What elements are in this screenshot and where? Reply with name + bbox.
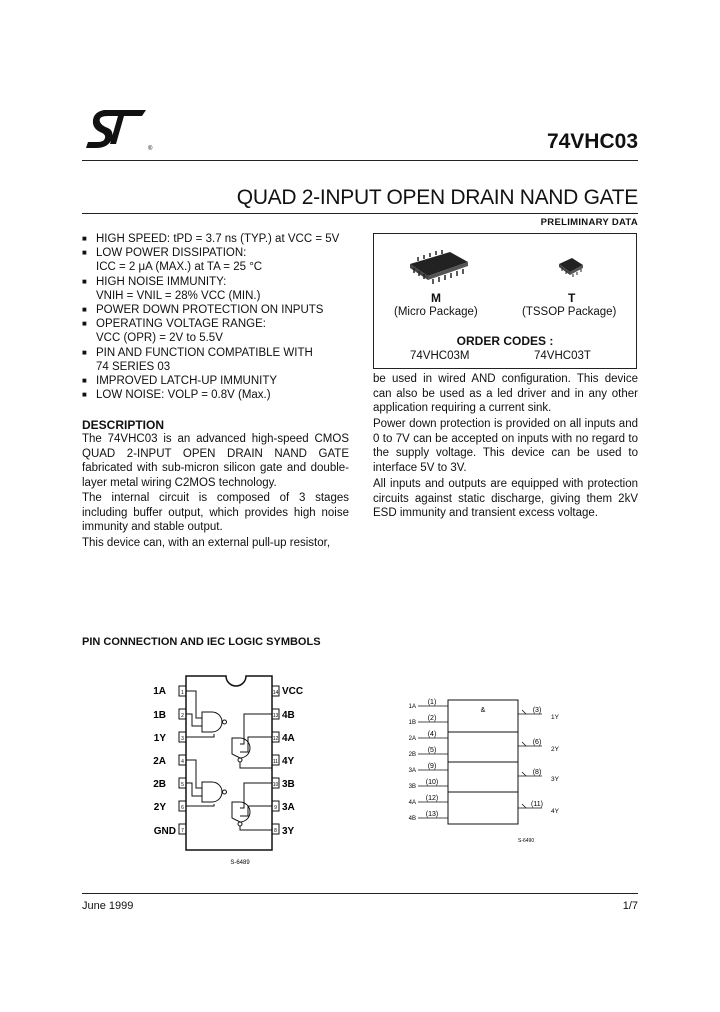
footer-date: June 1999 [82,900,134,912]
st-logo [84,108,154,152]
svg-text:9: 9 [274,805,277,811]
iec-caption: S-6490 [518,838,535,844]
feature-item: ■ HIGH NOISE IMMUNITY: VNIH = VNIL = 28% VCC (MIN.) [82,275,261,302]
svg-text:14: 14 [272,690,279,696]
svg-text:13: 13 [272,713,279,719]
and-symbol: & [480,707,486,714]
description-paragraph-6: All inputs and outputs are equipped with protection circuits against static discharge, giving them 2kV ESD immunity and transient excess voltage. [373,478,638,519]
feature-item: ■ POWER DOWN PROTECTION ON INPUTS [82,304,324,317]
svg-text:6: 6 [181,805,184,811]
preliminary-label: PRELIMINARY DATA [540,217,638,228]
document-title: QUAD 2-INPUT OPEN DRAIN NAND GATE [236,186,638,209]
left-pin-labels [153,686,176,837]
svg-text:5: 5 [181,782,184,788]
svg-text:11: 11 [272,759,279,765]
svg-text:3A: 3A [408,768,416,774]
header-rule [82,160,638,161]
micro-package-name: (Micro Package) [394,306,478,318]
description-paragraph-3: This device can, with an external pull-up resistor, [82,537,331,549]
svg-text:(8): (8) [532,769,542,776]
package-box [373,233,637,369]
feature-item: ■ PIN AND FUNCTION COMPATIBLE WITH 74 SERIES 03 [82,346,313,373]
svg-text:(11): (11) [531,801,543,808]
svg-text:(1): (1) [427,699,437,706]
description-heading: DESCRIPTION [82,418,165,432]
pin-label-vcc: VCC [282,686,304,697]
description-paragraph-1: The 74VHC03 is an advanced high-speed CMOS QUAD 2-INPUT OPEN DRAIN NAND GATE fabricated with sub-micron silicon gate and double-layer metal wiring C2MOS technology. [82,433,349,489]
tssop-package-letter: T [568,291,576,305]
svg-text:4Y: 4Y [551,808,559,815]
feature-item: ■ OPERATING VOLTAGE RANGE: VCC (OPR) = 2V to 5.5V [82,318,266,345]
nand-gates [186,691,272,830]
part-number: 74VHC03 [546,130,638,153]
description-paragraph-2: The internal circuit is composed of 3 stages including buffer output, which provides high noise immunity and stable output. [82,492,349,533]
feature-item: ■ HIGH SPEED: tPD = 3.7 ns (TYP.) at VCC = 5V [82,233,340,245]
tssop-package-icon [556,254,586,280]
dip-caption: S-6489 [230,860,250,866]
svg-text:1Y: 1Y [551,714,559,721]
svg-text:2B: 2B [408,752,416,758]
pin-label-3b: 3B [282,779,295,790]
svg-text:4B: 4B [408,816,416,822]
footer-rule [82,893,638,894]
pin-label-1a: 1A [153,686,166,697]
svg-text:1B: 1B [408,720,416,726]
svg-text:8: 8 [274,828,277,834]
description-paragraph-4: be used in wired AND configuration. This device can also be used as a led driver and in any other application requiring a current sink. [373,373,638,414]
order-code-t: 74VHC03T [534,350,591,362]
iec-logic-symbol [400,690,580,850]
svg-text:(2): (2) [427,715,437,722]
svg-text:(13): (13) [425,811,439,818]
dip-pin-diagram [148,668,318,868]
micro-package-letter: M [431,291,441,305]
pin-label-1y: 1Y [153,733,166,744]
svg-text:(6): (6) [532,739,542,746]
pin-label-2a: 2A [153,756,166,767]
feature-item: ■ LOW POWER DISSIPATION: ICC = 2 μA (MAX.) at TA = 25 °C [82,247,263,274]
pin-label-1b: 1B [153,710,166,721]
svg-text:2Y: 2Y [551,746,559,753]
svg-text:3Y: 3Y [551,776,559,783]
feature-item: ■ IMPROVED LATCH-UP IMMUNITY [82,375,278,388]
svg-text:(10): (10) [425,779,439,786]
feature-item: ■ LOW NOISE: VOLP = 0.8V (Max.) [82,389,271,402]
svg-text:3B: 3B [408,784,416,790]
pin-label-3y: 3Y [282,826,295,837]
svg-text:(9): (9) [427,763,437,770]
svg-text:2A: 2A [408,736,416,742]
svg-text:4A: 4A [408,800,416,806]
pin-label-2b: 2B [153,779,166,790]
svg-text:10: 10 [272,782,279,788]
pin-label-2y: 2Y [153,802,166,813]
feature-list [82,232,372,402]
svg-text:1A: 1A [408,704,416,710]
svg-text:(3): (3) [532,707,542,714]
order-codes-heading: ORDER CODES : [456,334,554,348]
svg-text:(5): (5) [427,747,437,754]
svg-text:®: ® [148,146,153,152]
svg-text:(12): (12) [425,795,439,802]
svg-text:4: 4 [181,759,184,765]
pin-connection-heading: PIN CONNECTION AND IEC LOGIC SYMBOLS [82,636,321,648]
page-number: 1/7 [622,900,638,912]
tssop-package-name: (TSSOP Package) [522,306,617,318]
description-paragraph-5: Power down protection is provided on all inputs and 0 to 7V can be accepted on inputs with no regard to the supply voltage. This device can be used to interface 5V to 3V. [373,418,638,474]
svg-text:7: 7 [181,828,184,834]
svg-text:12: 12 [272,736,279,742]
pin-label-4y: 4Y [282,756,295,767]
svg-text:1: 1 [181,690,184,696]
svg-text:2: 2 [181,713,184,719]
pin-label-gnd: GND [153,826,176,837]
pin-label-4b: 4B [282,710,295,721]
svg-text:(4): (4) [427,731,437,738]
pin-label-4a: 4A [282,733,295,744]
pin-label-3a: 3A [282,802,295,813]
micro-package-icon [404,246,474,286]
order-code-m: 74VHC03M [410,350,470,362]
svg-text:3: 3 [181,736,184,742]
title-rule [82,213,638,214]
